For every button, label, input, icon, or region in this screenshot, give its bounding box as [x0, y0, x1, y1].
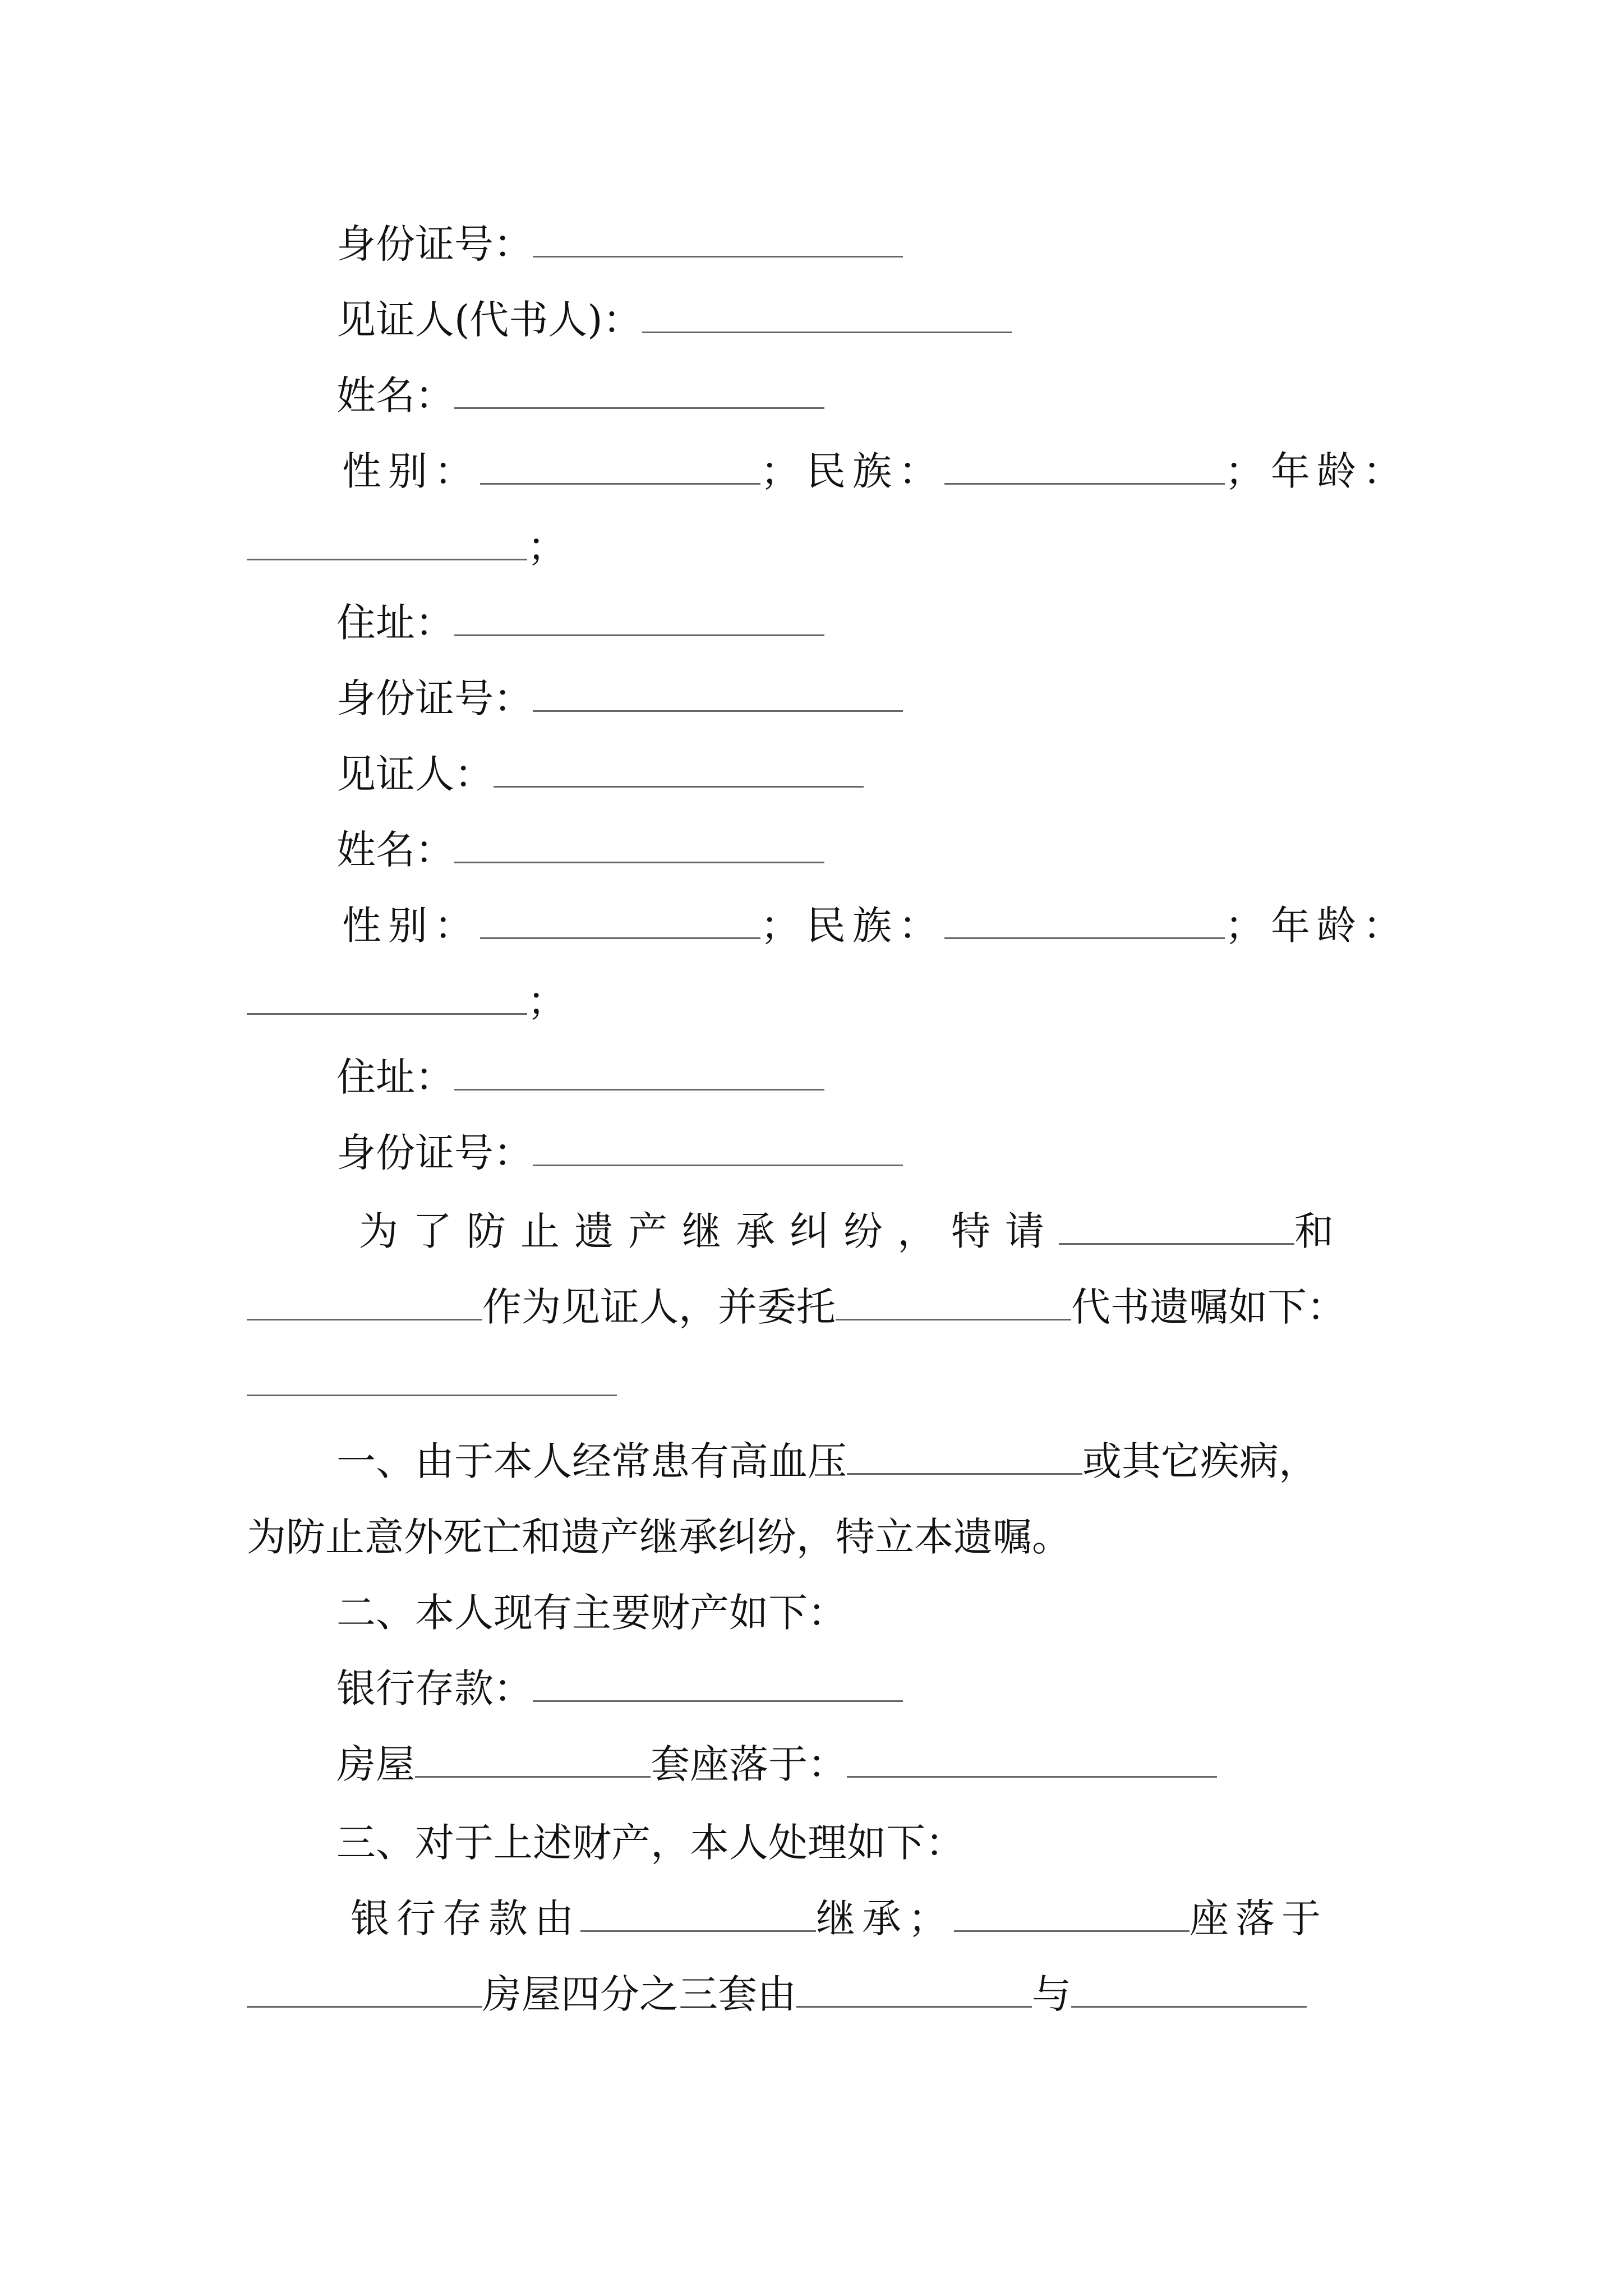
id-number-field[interactable] — [533, 221, 903, 257]
name-field[interactable] — [454, 372, 824, 409]
label: 姓名： — [336, 372, 454, 418]
id-number-line-3 — [336, 1128, 903, 1178]
illness-field[interactable] — [847, 1438, 1082, 1475]
address-field[interactable] — [454, 600, 824, 636]
house-location-field[interactable] — [847, 1741, 1217, 1778]
heir-field[interactable] — [796, 1971, 1032, 2008]
text: 银行存款由 — [351, 1895, 580, 1941]
label: 套座落于： — [651, 1741, 847, 1787]
label: 姓名： — [336, 827, 454, 873]
id-number-field[interactable] — [533, 675, 903, 712]
witness-line — [336, 749, 864, 799]
ethnic-field[interactable] — [944, 448, 1225, 485]
text: 二、本人现有主要财产如下： — [336, 1590, 847, 1636]
text: 作为见证人，并委托 — [482, 1284, 836, 1330]
bank-deposit-field[interactable] — [533, 1665, 903, 1702]
bank-inherit-line — [351, 1893, 1327, 1944]
label: ； — [527, 524, 566, 570]
blank-field[interactable] — [247, 1360, 617, 1396]
name-line-1 — [336, 370, 824, 421]
name-field[interactable] — [454, 827, 824, 863]
label: ；年龄： — [1225, 903, 1409, 949]
text: 为防止意外死亡和遗产继承纠纷，特立本遗嘱。 — [247, 1514, 1071, 1560]
name-line-2 — [336, 825, 824, 875]
text: 继承； — [816, 1895, 954, 1941]
witness-name-field[interactable] — [1059, 1208, 1294, 1245]
section-1-line-1 — [336, 1436, 1318, 1487]
text: 或其它疾病， — [1082, 1438, 1318, 1484]
section-3-heading — [336, 1818, 965, 1868]
witness-writer-field[interactable] — [642, 297, 1012, 333]
address-line-1 — [336, 597, 824, 648]
section-1-line-2 — [247, 1512, 1071, 1562]
witness-name-field[interactable] — [247, 1284, 482, 1320]
age-field[interactable] — [247, 978, 527, 1015]
text: 和 — [1294, 1208, 1348, 1254]
label: ；年龄： — [1225, 448, 1409, 494]
label: 性别： — [342, 903, 480, 949]
address-line-2 — [336, 1052, 824, 1102]
writer-name-field[interactable] — [836, 1284, 1071, 1320]
age-field[interactable] — [247, 524, 527, 560]
label: 身份证号： — [336, 1130, 533, 1176]
heir-field[interactable] — [1071, 1971, 1307, 2008]
label: 银行存款： — [336, 1665, 533, 1711]
gender-field[interactable] — [480, 903, 760, 939]
label: 房屋 — [336, 1741, 415, 1787]
text: 房屋四分之三套由 — [482, 1971, 796, 2017]
heir-field[interactable] — [580, 1895, 816, 1932]
house-share-line — [247, 1969, 1307, 2019]
label: ；民族： — [760, 448, 944, 494]
text: 三、对于上述财产，本人处理如下： — [336, 1820, 965, 1866]
section-2-heading — [336, 1588, 847, 1638]
label: 住址： — [336, 600, 454, 646]
address-field[interactable] — [454, 1054, 824, 1091]
intro-paragraph-line-3 — [247, 1358, 617, 1408]
text: 代书遗嘱如下： — [1071, 1284, 1346, 1330]
gender-ethnic-age-line-1 — [342, 446, 1409, 496]
text: 与 — [1032, 1971, 1071, 2017]
witness-writer-line — [336, 295, 1012, 345]
id-number-line-1 — [336, 219, 903, 269]
gender-field[interactable] — [480, 448, 760, 485]
age-continuation-line-1 — [247, 522, 566, 572]
house-line — [336, 1739, 1217, 1789]
bank-deposit-line — [336, 1663, 903, 1714]
intro-paragraph-line-1 — [359, 1206, 1348, 1257]
label: 身份证号： — [336, 221, 533, 267]
id-number-field[interactable] — [533, 1130, 903, 1166]
label: 性别： — [342, 448, 480, 494]
text: 座落于 — [1189, 1895, 1327, 1941]
ethnic-field[interactable] — [944, 903, 1225, 939]
text: 为了防止遗产继承纠纷，特请 — [359, 1208, 1059, 1254]
text: 一、由于本人经常患有高血压 — [336, 1438, 847, 1484]
label: ； — [527, 978, 566, 1024]
label: 见证人(代书人)： — [336, 297, 642, 343]
house-location-field[interactable] — [247, 1971, 482, 2008]
witness-field[interactable] — [494, 751, 864, 788]
gender-ethnic-age-line-2 — [342, 900, 1409, 951]
id-number-line-2 — [336, 673, 903, 724]
label: 住址： — [336, 1054, 454, 1100]
label: 身份证号： — [336, 675, 533, 721]
age-continuation-line-2 — [247, 976, 566, 1027]
label: 见证人： — [336, 751, 494, 797]
house-count-field[interactable] — [415, 1741, 651, 1778]
intro-paragraph-line-2 — [247, 1282, 1346, 1332]
location-field[interactable] — [954, 1895, 1189, 1932]
label: ；民族： — [760, 903, 944, 949]
